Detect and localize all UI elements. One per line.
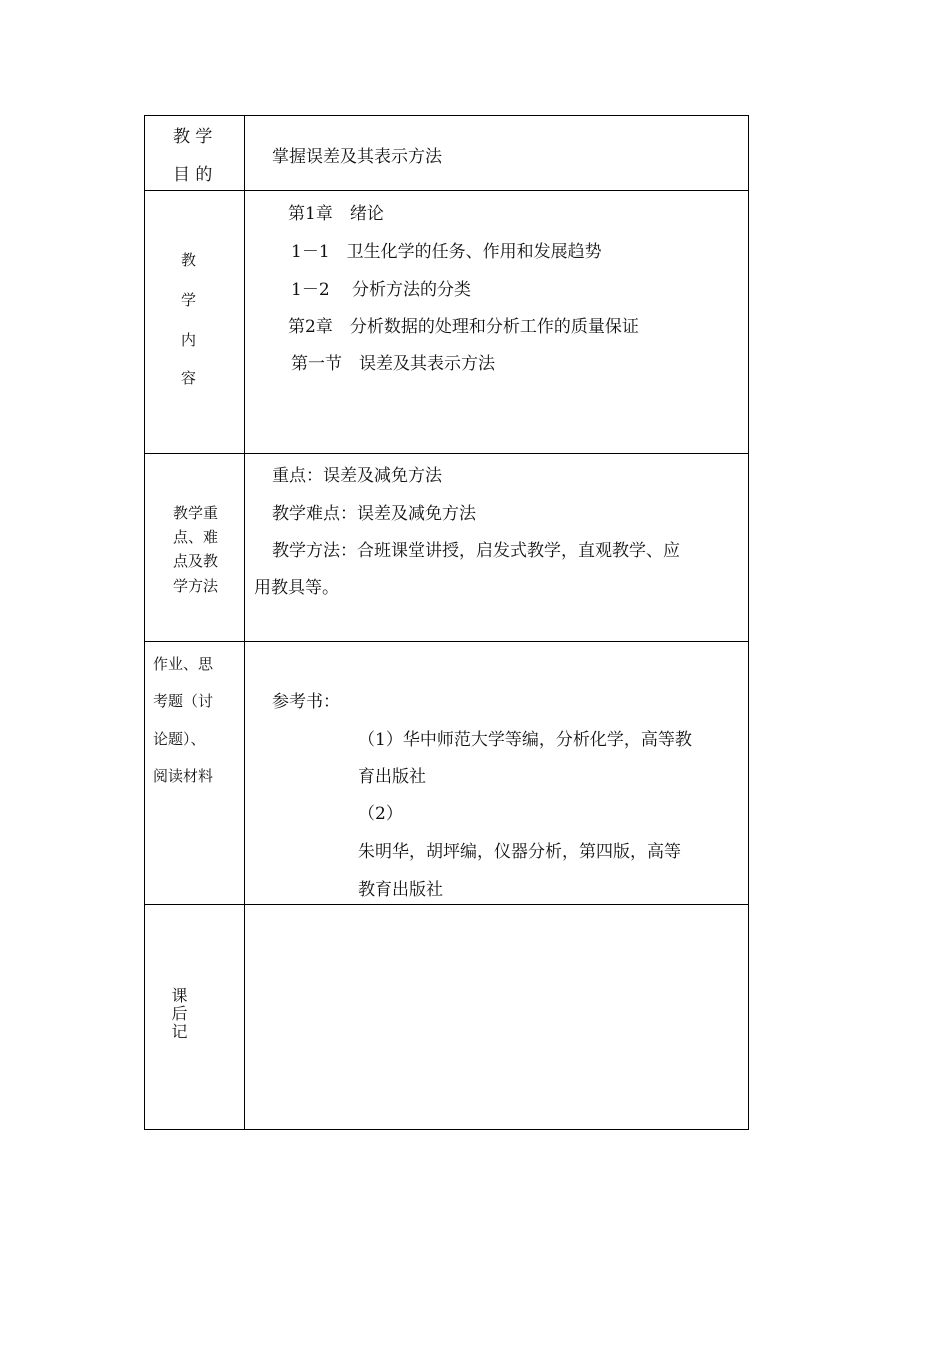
homework-label-line: 论题）、 [153,730,206,748]
row-divider [144,904,749,905]
table-border-bottom [144,1129,749,1130]
keypoints-label-line: 学方法 [173,577,219,595]
row-divider [144,641,749,642]
keypoints-label-line: 教学重 [173,504,219,522]
method-text-line1: 教学方法：合班课堂讲授，启发式教学，直观教学、应 [272,541,680,561]
reference-2-line2: 教育出版社 [358,880,443,900]
reference-2-line1: 朱明华，胡坪编，仪器分析，第四版，高等 [358,842,681,862]
homework-label-line: 阅读材料 [153,767,214,785]
objective-content: 掌握误差及其表示方法 [272,147,442,167]
reference-title: 参考书： [272,692,340,712]
reference-1-line2: 育出版社 [358,767,426,787]
objective-label-line2: 目 的 [173,165,213,185]
content-line: 第一节 误差及其表示方法 [291,354,495,374]
column-divider [244,115,245,1130]
row-divider [144,190,749,191]
content-line: 第1章 绪论 [288,204,384,224]
reference-2-number: （2） [358,804,403,824]
notes-label: 课后记 [169,987,188,1041]
content-label-char: 学 [181,291,197,309]
reference-1-line1: （1）华中师范大学等编，分析化学，高等教 [358,730,692,750]
content-label-char: 教 [181,251,197,269]
lesson-plan-table [144,115,749,1130]
content-label-char: 内 [181,331,197,349]
content-line: 1－1 卫生化学的任务、作用和发展趋势 [291,242,602,262]
keypoints-label-line: 点及教 [173,552,219,570]
homework-label-line: 考题（讨 [153,692,214,710]
table-border-right [748,115,749,1130]
keypoints-label-line: 点、难 [173,528,219,546]
difficulty-text: 教学难点：误差及减免方法 [272,504,476,524]
content-line: 第2章 分析数据的处理和分析工作的质量保证 [288,317,639,337]
content-label-char: 容 [181,369,197,387]
objective-label-line1: 教 学 [173,127,213,147]
method-text-line2: 用教具等。 [254,578,339,598]
table-border-left [144,115,145,1130]
row-divider [144,453,749,454]
homework-label-line: 作业、思 [153,655,214,673]
key-point-text: 重点：误差及减免方法 [272,466,442,486]
content-line: 1－2 分析方法的分类 [291,280,472,300]
table-border-top [144,115,749,116]
